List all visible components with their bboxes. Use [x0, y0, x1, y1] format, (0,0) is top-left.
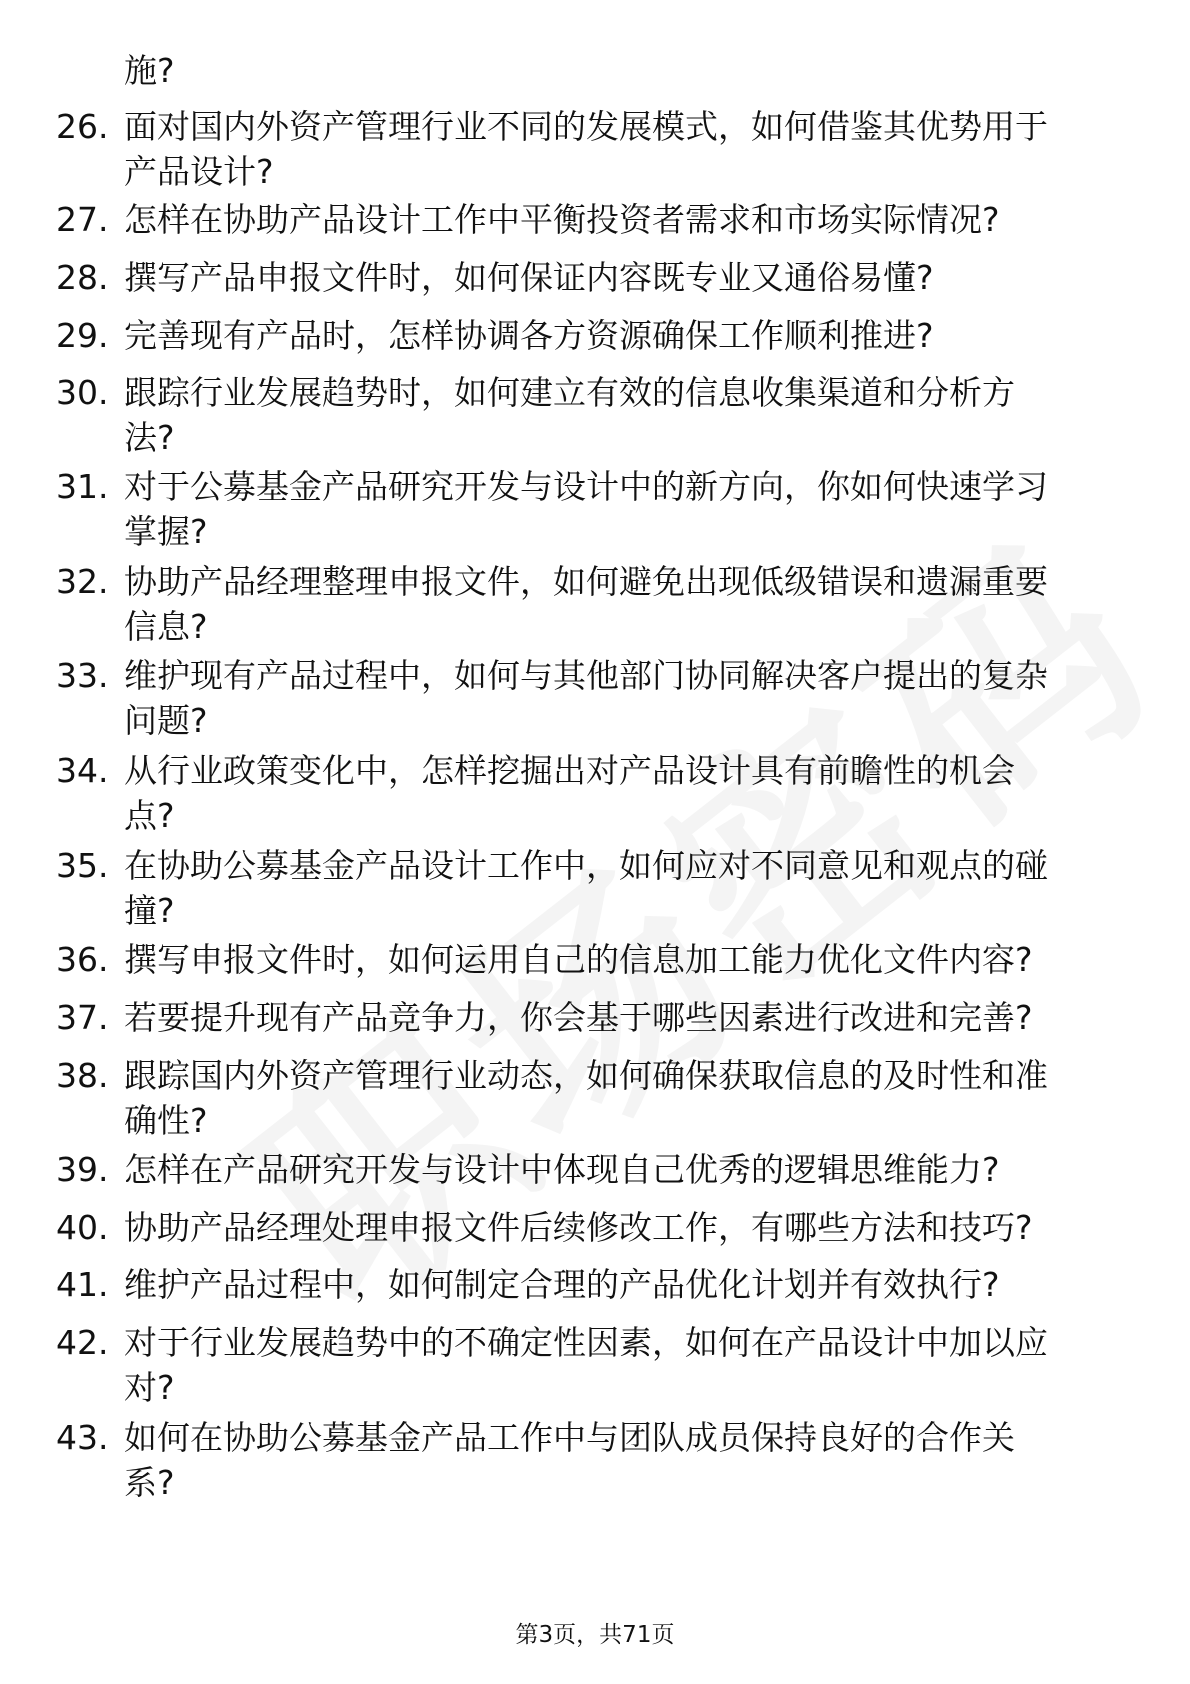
question-text: 协助产品经理整理申报文件，如何避免出现低级错误和遗漏重要 信息?	[124, 562, 1048, 646]
question-number: 41.	[56, 1265, 109, 1304]
question-number: 37.	[56, 998, 109, 1037]
page-footer: 第3页，共71页	[515, 1622, 675, 1648]
question-text: 对于公募基金产品研究开发与设计中的新方向，你如何快速学习 掌握?	[124, 467, 1048, 551]
question-number: 34.	[56, 751, 109, 790]
question-number: 32.	[56, 562, 109, 601]
question-number: 31.	[56, 467, 109, 506]
question-number: 33.	[56, 656, 109, 695]
question-number: 35.	[56, 846, 109, 885]
question-text: 从行业政策变化中，怎样挖掘出对产品设计具有前瞻性的机会 点?	[124, 751, 1015, 835]
question-text: 跟踪国内外资产管理行业动态，如何确保获取信息的及时性和准 确性?	[124, 1056, 1048, 1140]
question-text: 若要提升现有产品竞争力，你会基于哪些因素进行改进和完善?	[124, 998, 1033, 1037]
question-number: 30.	[56, 373, 109, 412]
question-text: 完善现有产品时，怎样协调各方资源确保工作顺利推进?	[124, 316, 934, 355]
question-number: 38.	[56, 1056, 109, 1095]
question-text: 撰写产品申报文件时，如何保证内容既专业又通俗易懂?	[124, 258, 934, 297]
question-text: 维护现有产品过程中，如何与其他部门协同解决客户提出的复杂 问题?	[124, 656, 1048, 740]
question-text: 在协助公募基金产品设计工作中，如何应对不同意见和观点的碰 撞?	[124, 846, 1048, 930]
question-text: 怎样在协助产品设计工作中平衡投资者需求和市场实际情况?	[124, 200, 1000, 239]
question-text: 怎样在产品研究开发与设计中体现自己优秀的逻辑思维能力?	[124, 1150, 1000, 1189]
question-number: 29.	[56, 316, 109, 355]
question-text: 撰写申报文件时，如何运用自己的信息加工能力优化文件内容?	[124, 940, 1033, 979]
question-number: 27.	[56, 200, 109, 239]
question-text: 如何在协助公募基金产品工作中与团队成员保持良好的合作关 系?	[124, 1418, 1015, 1502]
continued-question-tail: 施?	[124, 51, 175, 90]
question-text: 面对国内外资产管理行业不同的发展模式，如何借鉴其优势用于 产品设计?	[124, 107, 1048, 191]
question-number: 42.	[56, 1323, 109, 1362]
question-number: 28.	[56, 258, 109, 297]
question-text: 协助产品经理处理申报文件后续修改工作，有哪些方法和技巧?	[124, 1208, 1033, 1247]
question-number: 43.	[56, 1418, 109, 1457]
question-number: 40.	[56, 1208, 109, 1247]
question-text: 维护产品过程中，如何制定合理的产品优化计划并有效执行?	[124, 1265, 1000, 1304]
question-text: 跟踪行业发展趋势时，如何建立有效的信息收集渠道和分析方 法?	[124, 373, 1015, 457]
question-number: 39.	[56, 1150, 109, 1189]
question-number: 26.	[56, 107, 109, 146]
question-text: 对于行业发展趋势中的不确定性因素，如何在产品设计中加以应 对?	[124, 1323, 1048, 1407]
question-number: 36.	[56, 940, 109, 979]
